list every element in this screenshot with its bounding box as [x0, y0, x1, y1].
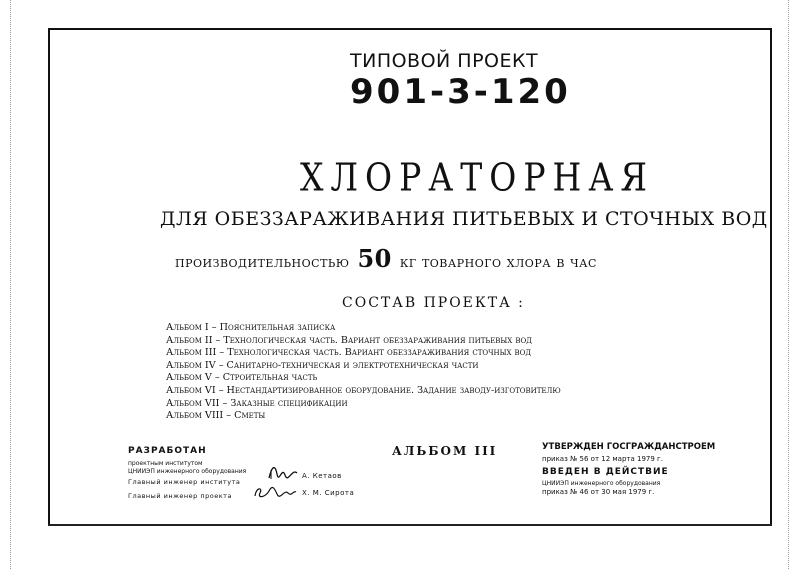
developer-line: ЦНИИЭП инженерного оборудования [128, 467, 247, 475]
signature-chief-engineer [266, 462, 300, 482]
frame-border-left [48, 28, 50, 526]
frame-border-top [48, 28, 772, 30]
approved-order: приказ № 56 от 12 марта 1979 г. [542, 455, 663, 463]
building-title: ХЛОРАТОРНАЯ [300, 155, 654, 200]
enacted-order: приказ № 46 от 30 мая 1979 г. [542, 488, 655, 496]
album-item: Альбом IV – Санитарно-техническая и электротехническая части [166, 359, 479, 371]
album-item: Альбом II – Технологическая часть. Вариант обеззараживания питьевых вод [166, 334, 532, 346]
album-item: Альбом V – Строительная часть [166, 372, 318, 384]
chief-engineer-name: А. Кетаов [302, 472, 342, 480]
purpose-line: ДЛЯ ОБЕЗЗАРАЖИВАНИЯ ПИТЬЕВЫХ И СТОЧНЫХ ВОД [160, 208, 768, 230]
frame-border-right [770, 28, 772, 526]
signature-project-engineer [252, 484, 298, 500]
project-kind: ТИПОВОЙ ПРОЕКТ [350, 50, 539, 72]
project-engineer-label: Главный инженер проекта [128, 492, 232, 500]
album-item: Альбом I – Пояснительная записка [166, 322, 336, 333]
album-item: Альбом VII – Заказные спецификации [166, 397, 348, 409]
scan-edge-left [10, 0, 11, 569]
enacted-heading: ВВЕДЕН В ДЕЙСТВИЕ [542, 467, 669, 477]
album-item: Альбом III – Технологическая часть. Вариант обеззараживания сточных вод [166, 347, 532, 359]
album-item: Альбом VI – Нестандартизированное оборудование. Задание заводу-изготовителю [166, 384, 561, 396]
album-number: АЛЬБОМ III [392, 444, 498, 458]
approved-by: УТВЕРЖДЕН ГОСГРАЖДАНСТРОЕМ [542, 442, 716, 452]
project-engineer-name: Х. М. Сирота [302, 489, 355, 497]
scan-edge-right [788, 0, 789, 569]
enacted-by: ЦНИИЭП инженерного оборудования [542, 480, 661, 487]
developer-institute [128, 460, 246, 475]
capacity-line [175, 244, 597, 273]
album-list [166, 322, 561, 423]
capacity-suffix: кг товарного хлора в час [399, 253, 597, 271]
capacity-prefix: производительностью [175, 253, 350, 271]
frame-border-bottom [48, 524, 772, 526]
developer-heading: РАЗРАБОТАН [128, 446, 207, 456]
developer-line: проектным институтом [128, 460, 203, 467]
album-item: Альбом VIII – Сметы [166, 410, 266, 422]
capacity-value: 50 [357, 244, 392, 273]
chief-engineer-label: Главный инженер института [128, 478, 241, 486]
project-number: 901-3-120 [350, 72, 571, 112]
composition-heading: СОСТАВ ПРОЕКТА : [342, 295, 525, 311]
